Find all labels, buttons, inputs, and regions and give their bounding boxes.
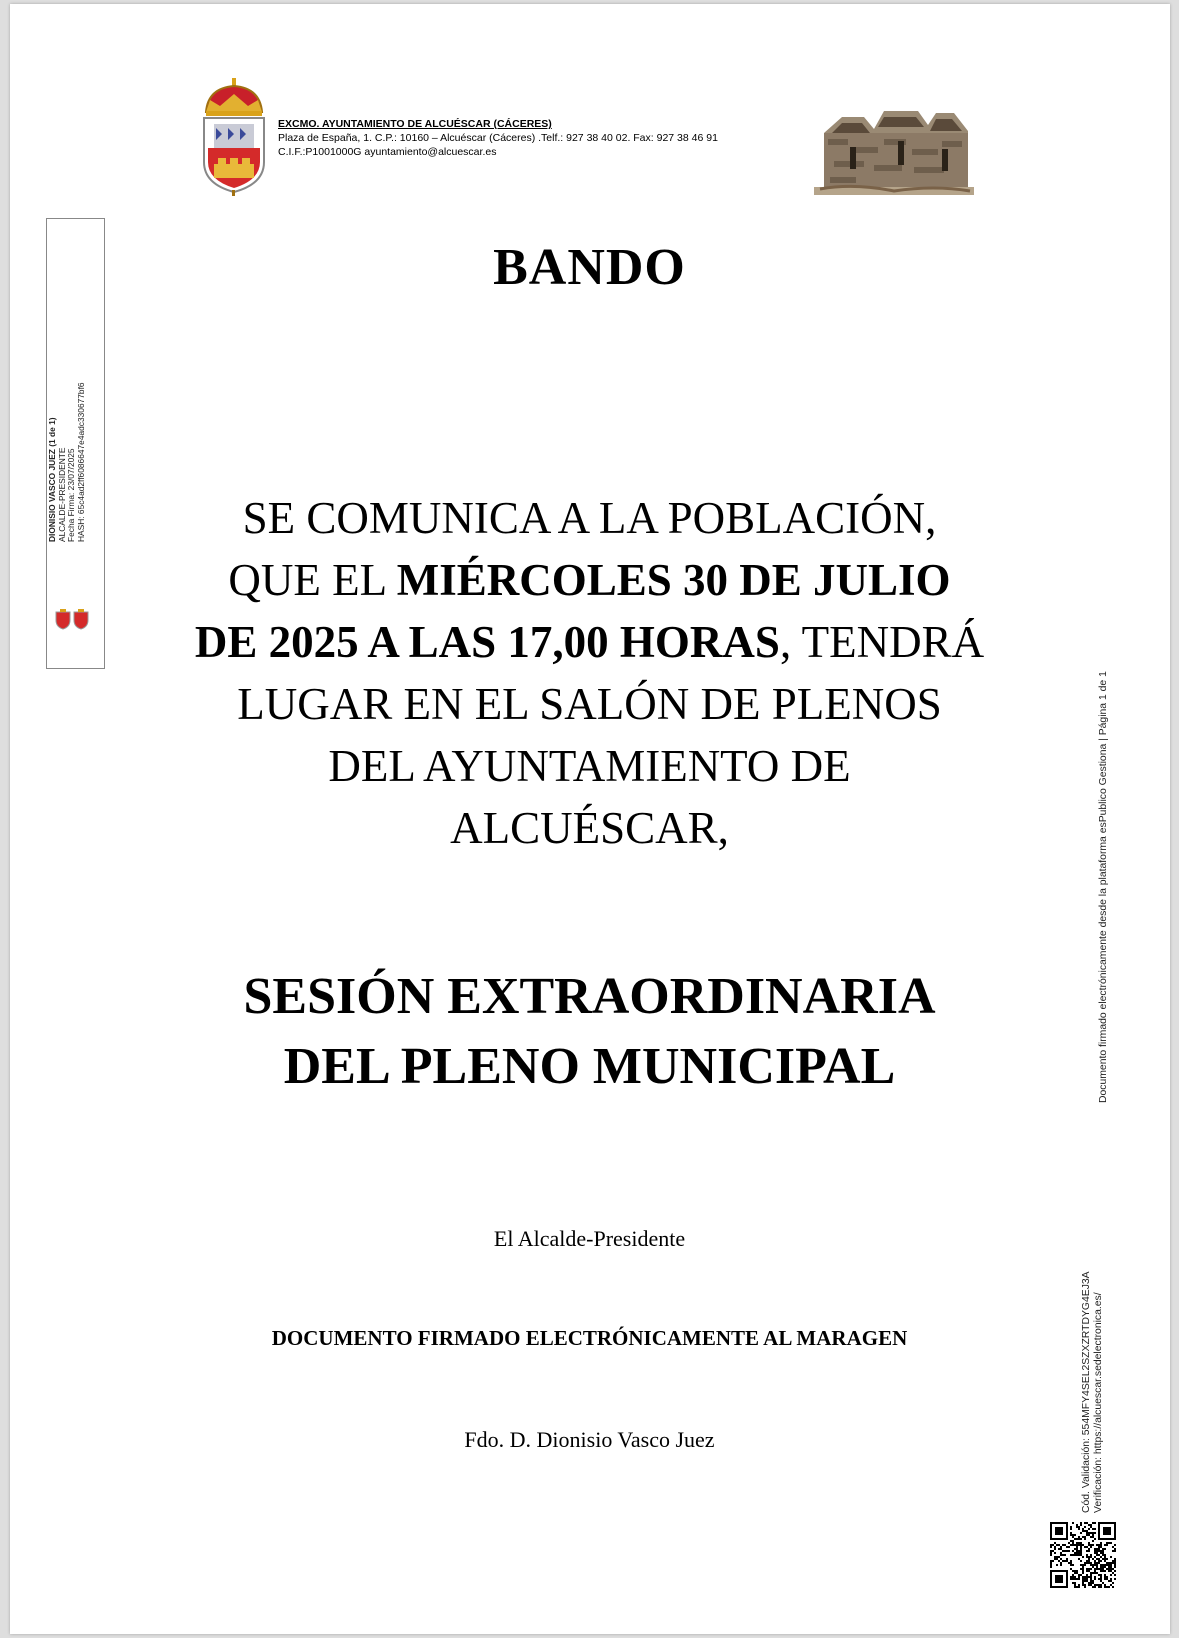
signature-date: Fecha Firma: 23/07/2025 [66,448,77,542]
header-cif-email: C.I.F.:P1001000G ayuntamiento@alcuescar.es [278,146,497,158]
signature-hash: HASH: 65c4ad2ff6086647e4adc330677bf6 [75,382,86,542]
verification-url: Verificación: https://alcuescar.sedelectronica.es/ [1093,1292,1104,1513]
header-letterhead [278,117,718,159]
session-title [0,962,1179,1102]
signed-by: Fdo. D. Dionisio Vasco Juez [464,1427,715,1452]
announcement-line-1: SE COMUNICA A LA POBLACIÓN, [242,493,937,543]
verification-platform-block [1098,671,1110,1103]
announcement-line-3 [0,611,1179,673]
announcement-date: MIÉRCOLES 30 DE JULIO [396,555,951,605]
signer-role-stamp: ALCALDE-PRESIDENTE [56,447,67,542]
header-address: Plaza de España, 1. C.P.: 10160 – Alcuéscar (Cáceres) .Telf.: 927 38 40 02. Fax: 927 38 46 91 [278,132,718,144]
announcement-block [0,487,1179,859]
signed-notice: DOCUMENTO FIRMADO ELECTRÓNICAMENTE AL MARAGEN [271,1326,908,1350]
announcement-line-4: LUGAR EN EL SALÓN DE PLENOS [237,679,942,729]
announcement-line-2-plain: QUE EL [228,555,397,605]
coat-of-arms-icon [200,78,268,198]
signer-name: DIONISIO VASCO JUEZ (1 de 1) [47,417,57,542]
announcement-line-2 [0,549,1179,611]
verification-platform: Documento firmado electrónicamente desde la plataforma esPublico Gestiona | Página 1 de 1 [1098,671,1109,1103]
announcement-time: DE 2025 A LAS 17,00 HORAS [194,617,780,667]
church-photo-icon [814,103,974,195]
announcement-line-3-plain: , TENDRÁ [779,617,985,667]
session-line-1: SESIÓN EXTRAORDINARIA [243,968,936,1025]
announcement-line-5: DEL AYUNTAMIENTO DE [328,741,851,791]
document-heading: BANDO [493,239,686,296]
announcement-line-6: ALCUÉSCAR, [450,803,729,853]
header-title: EXCMO. AYUNTAMIENTO DE ALCUÉSCAR (CÁCERES) [278,118,552,130]
validation-code: Cód. Validación: 554MFY4SEL2SZXZRTDYG4EJ3A [1081,1271,1092,1513]
session-line-2: DEL PLENO MUNICIPAL [283,1038,896,1095]
verification-text [1081,1271,1105,1513]
qr-code-icon[interactable] [1050,1522,1116,1588]
signer-role: El Alcalde-Presidente [493,1226,686,1251]
